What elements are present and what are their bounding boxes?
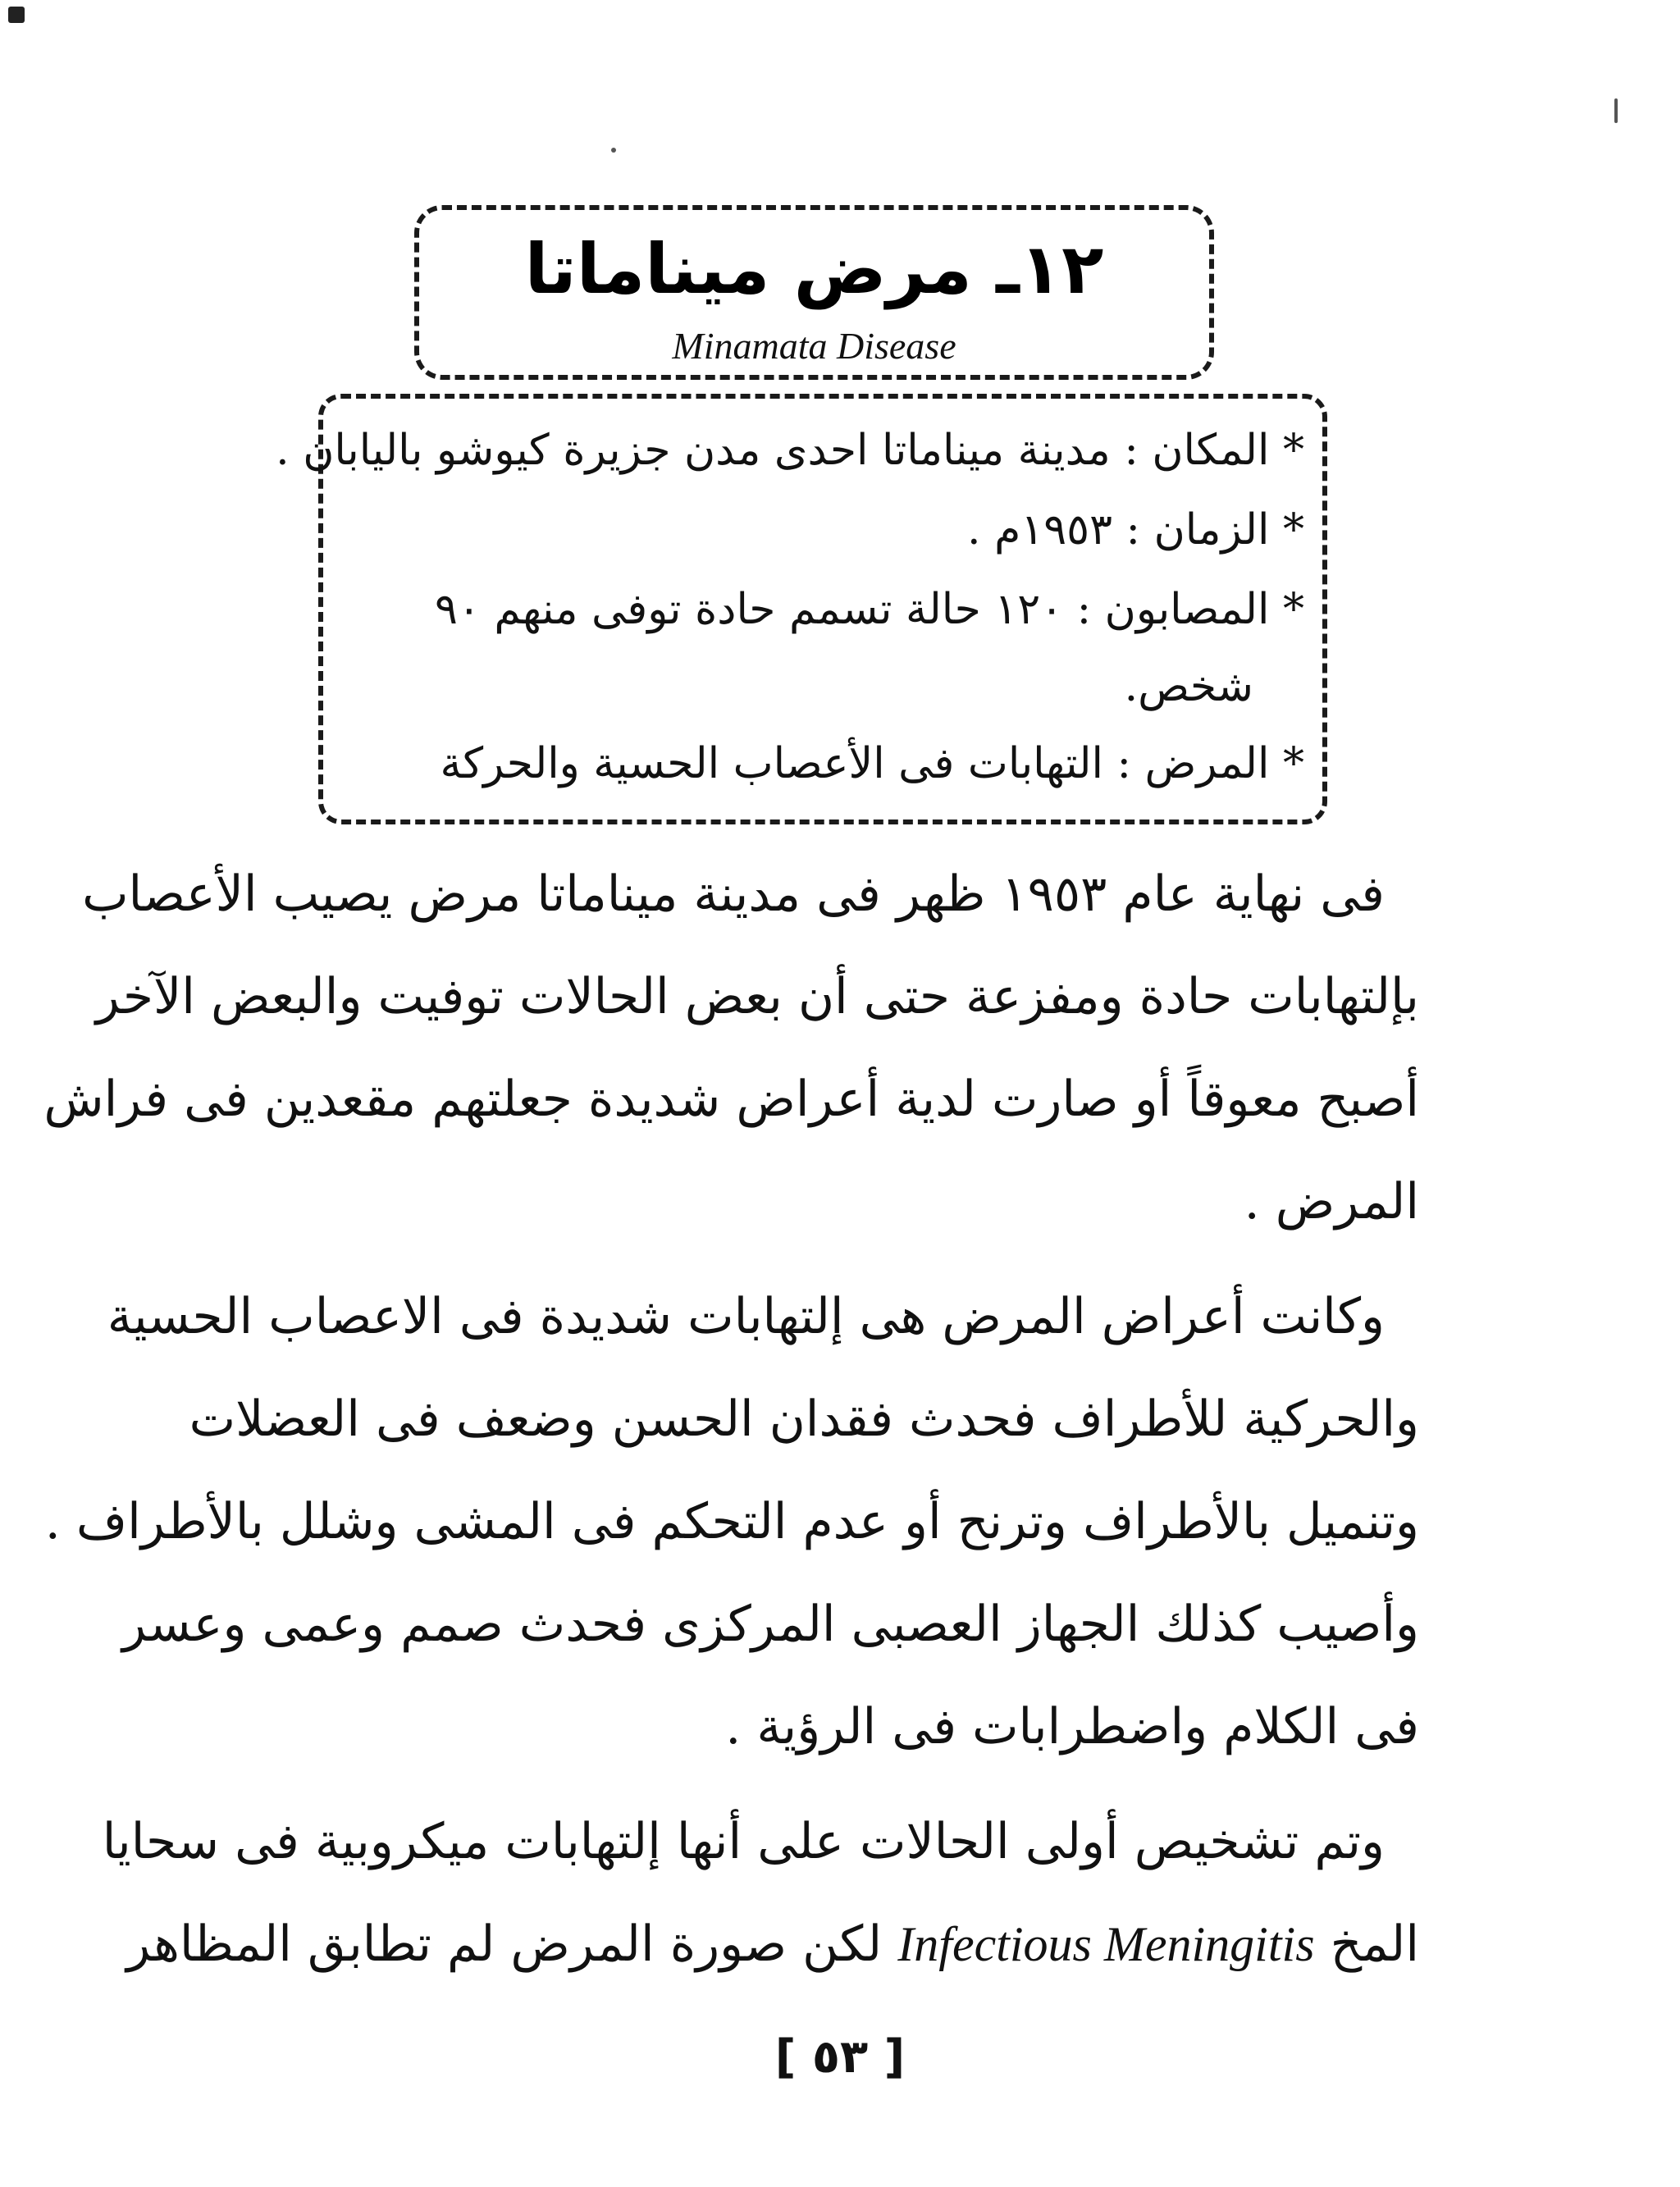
paragraph-3-line-2-start: المخ (1330, 1915, 1419, 1973)
scan-speck (1614, 98, 1618, 123)
fact-time: * الزمان : ١٩٥٣م . (967, 505, 1304, 555)
paragraph-3-line-2 (126, 1911, 1419, 1977)
title-box (414, 205, 1214, 380)
paragraph-2-line-4: وأصيب كذلك الجهاز العصبى المركزى فحدث صمم وعمى وعسر (122, 1596, 1419, 1653)
paragraph-1-line-4: المرض . (1244, 1173, 1419, 1230)
fact-victims-continued: شخص. (1124, 662, 1253, 711)
paragraph-1-line-3: أصبح معوقاً أو صارت لدية أعراض شديدة جعلتهم مقعدين فى فراش (43, 1071, 1419, 1128)
paragraph-3-line-2-end: لكن صورة المرض لم تطابق المظاهر (126, 1915, 883, 1973)
fact-victims: * المصابون : ١٢٠ حالة تسمم حادة توفى منهم ٩٠ (434, 585, 1304, 634)
paragraph-2-line-5: فى الكلام واضطرابات فى الرؤية . (725, 1698, 1419, 1756)
chapter-subtitle: Minamata Disease (672, 325, 956, 367)
fact-disease: * المرض : التهابات فى الأعصاب الحسية والحركة (440, 739, 1304, 788)
scan-speck (611, 148, 616, 153)
paragraph-2-line-2: والحركية للأطراف فحدث فقدان الحسن وضعف فى العضلات (189, 1390, 1419, 1448)
paragraph-1-line-2: بإلتهابات حادة ومفزعة حتى أن بعض الحالات توفيت والبعض الآخر (95, 968, 1419, 1025)
paragraph-1-line-1: فى نهاية عام ١٩٥٣ ظهر فى مدينة ميناماتا مرض يصيب الأعصاب (82, 865, 1385, 923)
paragraph-2-line-1: وكانت أعراض المرض هى إلتهابات شديدة فى الاعصاب الحسية (107, 1288, 1385, 1345)
paragraph-2-line-3: وتنميل بالأطراف وترنح أو عدم التحكم فى المشى وشلل بالأطراف . (44, 1493, 1419, 1550)
facts-box (276, 394, 1327, 824)
latin-term: Infectious Meningitis (897, 1917, 1315, 1971)
page-number: [ ٥٣ ] (774, 2030, 906, 2084)
scan-mark (8, 7, 25, 23)
chapter-title: ١٢ـ مرض ميناماتا (524, 229, 1104, 309)
fact-place: * المكان : مدينة ميناماتا احدى مدن جزيرة كيوشو باليابان . (276, 426, 1304, 475)
paragraph-3-line-1: وتم تشخيص أولى الحالات على أنها إلتهابات ميكروبية فى سحايا (102, 1813, 1385, 1870)
